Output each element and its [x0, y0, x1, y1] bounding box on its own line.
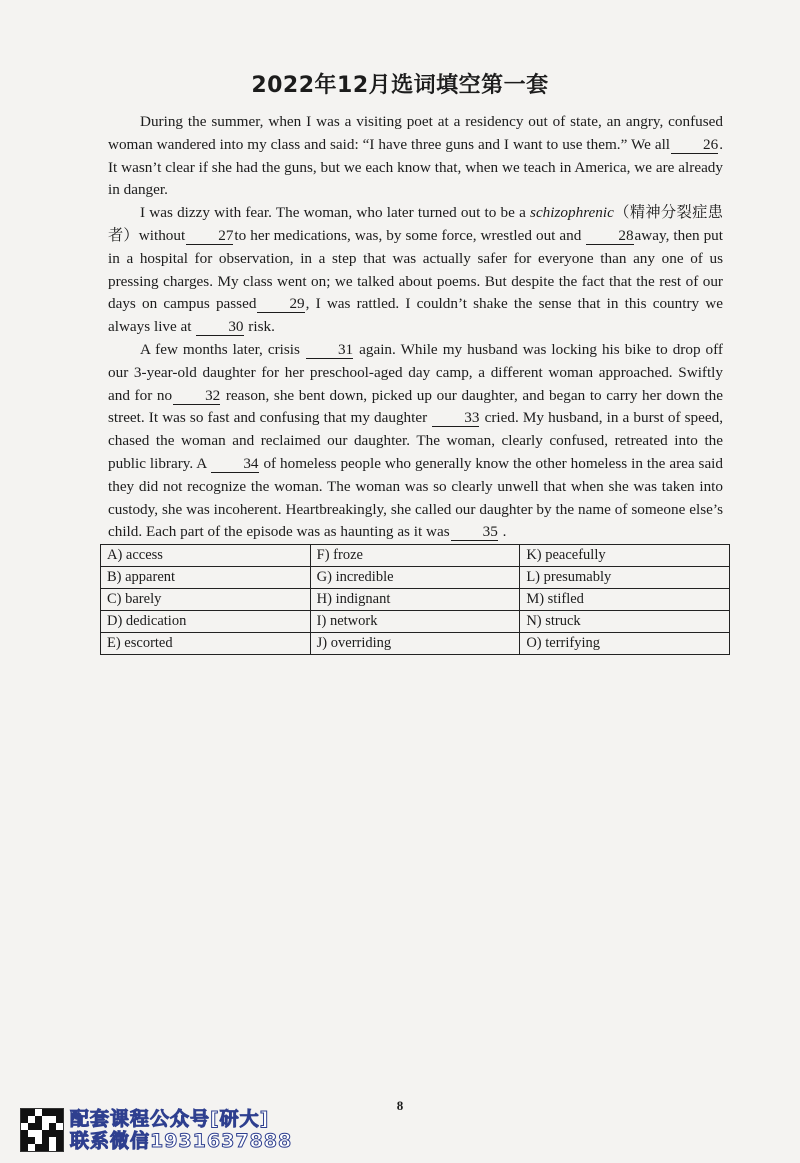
table-row: [101, 545, 730, 567]
table-row: [101, 611, 730, 633]
page-number: 8: [396, 1098, 404, 1113]
qr-code-icon: [20, 1108, 64, 1152]
blank-35: 35: [451, 523, 498, 541]
blank-34: 34: [211, 455, 258, 473]
blank-26: 26: [671, 136, 718, 154]
blank-30: 30: [196, 318, 243, 336]
page-title: 2022年12月选词填空第一套: [251, 73, 549, 98]
word-bank-table: [100, 544, 730, 655]
option-cell: H) indignant: [310, 589, 520, 611]
table-row: [101, 633, 730, 655]
blank-29: 29: [257, 295, 304, 313]
promo-line-1: 配套课程公众号[研大]: [70, 1108, 270, 1130]
option-cell: G) incredible: [310, 567, 520, 589]
promo-text: [70, 1108, 292, 1152]
option-cell: O) terrifying: [520, 633, 730, 655]
option-cell: C) barely: [101, 589, 311, 611]
blank-31: 31: [306, 341, 353, 359]
blank-32: 32: [173, 387, 220, 405]
option-cell: B) apparent: [101, 567, 311, 589]
blank-28: 28: [586, 227, 633, 245]
option-cell: D) dedication: [101, 611, 311, 633]
option-cell: A) access: [101, 545, 311, 567]
option-cell: N) struck: [520, 611, 730, 633]
blank-33: 33: [432, 409, 479, 427]
option-cell: J) overriding: [310, 633, 520, 655]
paragraph-3: A few months later, crisis 31 again. While my husband was locking his bike to drop off our 3-year-old daughter for her preschool-aged day camp, a different woman approached. Swiftly and for no 32 reason, she bent down, picked up our daughter, and began to carry her down the street. It was so fast and confusing that my daughter 33 cried. My husband, in a burst of speed, chased the woman and reclaimed our daughter. The woman, clearly confused, retreated into the public library. A 34 of homeless people who generally know the other homeless in the area said they did not recognize the woman. The woman was so clearly unwell that when she was taken into custody, she was incoherent. Heartbreakingly, she called our daughter by the name of someone else’s child. Each part of the episode was as haunting as it was 35 .: [108, 340, 724, 541]
paragraph-2: I was dizzy with fear. The woman, who later turned out to be a schizophrenic（精神分裂症患者）without 27to her medications, was, by some force, wrestled out and 28away, then put in a hospital for observation, in a step that was actually safer for everyone than any one of us pressing charges. My class went on; we talked about poems. But despite the fact that the rest of our days on campus passed 29, I was rattled. I couldn’t shake the sense that in this country we always live at 30 risk.: [108, 204, 723, 336]
promo-footer: [20, 1106, 292, 1154]
option-cell: E) escorted: [101, 633, 311, 655]
paragraph-1: During the summer, when I was a visiting poet at a residency out of state, an angry, confused woman wandered into my class and said: “I have three guns and I want to use them.” We all 26. It wasn’t clear if she had the guns, but we each know that, when we teach in America, we are already in danger.: [108, 113, 723, 199]
table-row: [101, 589, 730, 611]
blank-27: 27: [186, 227, 233, 245]
option-cell: K) peacefully: [520, 545, 730, 567]
option-cell: F) froze: [310, 545, 520, 567]
table-row: [101, 567, 730, 589]
passage: [108, 111, 723, 544]
option-cell: I) network: [310, 611, 520, 633]
option-cell: L) presumably: [520, 567, 730, 589]
promo-line-2: 联系微信1931637888: [70, 1130, 293, 1152]
option-cell: M) stifled: [520, 589, 730, 611]
